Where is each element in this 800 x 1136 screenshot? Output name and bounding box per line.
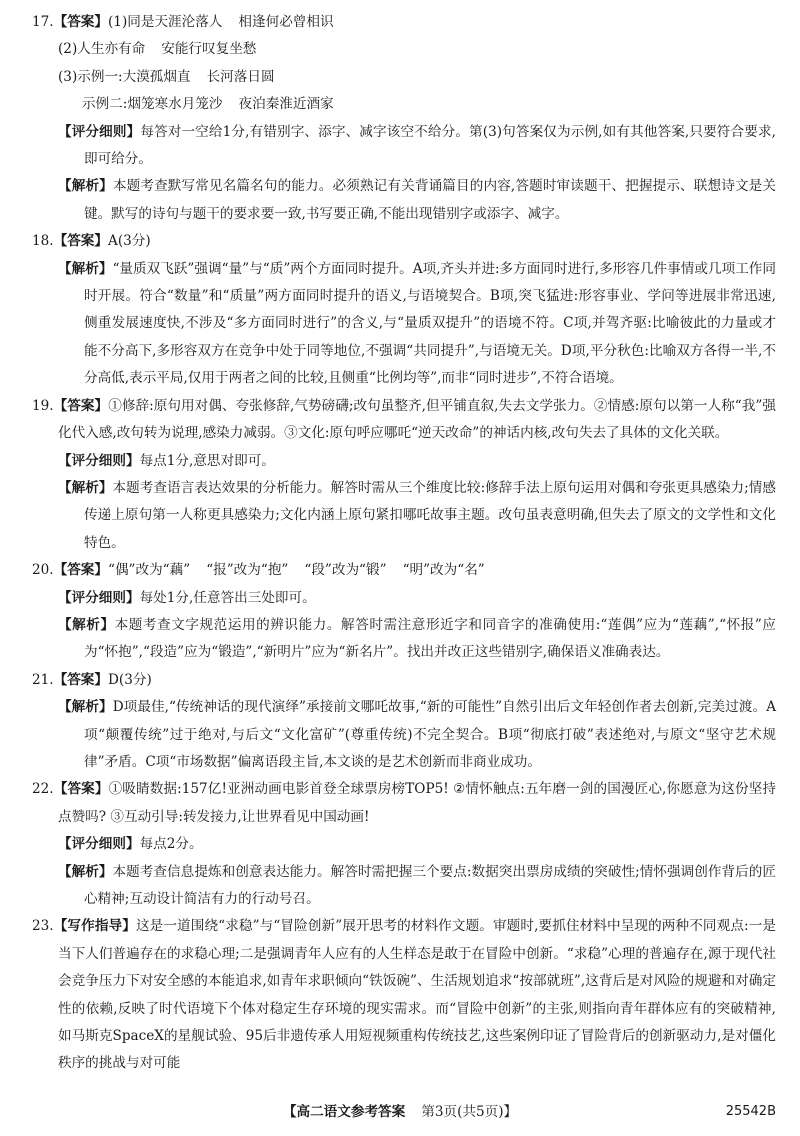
- answer-text: “段”改为“锻”: [304, 562, 387, 579]
- answer-text: “偶”改为“藕”: [108, 562, 191, 579]
- analysis-tag: 【解析】: [58, 178, 113, 195]
- question-number: 18.: [32, 233, 54, 250]
- question-22: [32, 776, 776, 913]
- question-number: 22.: [32, 781, 54, 798]
- analysis-text: “量质双飞跃”强调“量”与“质”两个方面同时提升。A项,齐头并进:多方面同时进行,多形容几件事情或几项工作同时开展。符合“数量”和“质量”两方面同时提升的语义,与语境契合。B项,突飞猛进:形容事业、学问等进展非常迅速,侧重发展速度快,不涉及“多方面同时进行”的含义,与“量质双提升”的语境不符。C项,并驾齐驱:比喻彼此的力量或才能不分高下,多形容双方在竞争中处于同等地位,不强调“共同提升”,与语境无关。D项,平分秋色:比喻双方各得一半,不分高低,表示平局,仅用于两者之间的比较,且侧重“比例均等”,而非“同时进步”,不符合语境。: [84, 260, 777, 387]
- answer-text: (1)同是天涯沦落人: [108, 14, 223, 30]
- answer-text: “报”改为“抱”: [206, 562, 289, 579]
- analysis-text: 本题考查信息提炼和创意表达能力。解答时需把握三个要点:数据突出票房成绩的突破性;情怀强调创作背后的匠心精神;互动设计简洁有力的行动号召。: [84, 863, 777, 907]
- answer-document: [32, 9, 776, 1078]
- q20-scoring: [32, 585, 776, 612]
- answer-text: A(3分): [108, 233, 151, 250]
- question-23: [32, 913, 776, 1077]
- scoring-tag: 【评分细则】: [58, 589, 140, 606]
- q20-analysis: [32, 612, 776, 667]
- question-21: [32, 667, 776, 777]
- scoring-tag: 【评分细则】: [58, 452, 140, 469]
- answer-text: “明”改为“名”: [402, 562, 485, 579]
- question-number: 23.: [32, 918, 54, 935]
- footer-title: [0, 1100, 800, 1124]
- analysis-text: 本题考查默写常见名篇名句的能力。必须熟记有关背诵篇目的内容,答题时审读题干、把握提示、联想诗文是关键。默写的诗句与题干的要求要一致,书写要正确,不能出现错别字或添字、减字。: [84, 178, 776, 222]
- answer-text: 安能行叹复坐愁: [161, 41, 257, 58]
- answer-text: 长河落日圆: [206, 68, 275, 85]
- answer-text: 相逢何必曾相识: [238, 14, 334, 30]
- page-number: 第3页(共5页)】: [421, 1104, 518, 1120]
- q22-scoring: [32, 831, 776, 858]
- q20-answer: [32, 557, 776, 584]
- q22-answer: [32, 776, 776, 831]
- analysis-tag: 【解析】: [58, 479, 113, 496]
- page-footer: [0, 1100, 800, 1124]
- scoring-tag: 【评分细则】: [58, 836, 140, 853]
- q21-analysis: [32, 694, 776, 776]
- answer-text: 夜泊秦淮近酒家: [238, 96, 334, 113]
- q17-answer-line2: [32, 36, 776, 63]
- q23-writing-guide: [32, 913, 776, 1077]
- scoring-text: 每点2分。: [139, 836, 203, 853]
- answer-tag: 【答案】: [53, 233, 108, 250]
- analysis-tag: 【解析】: [58, 260, 113, 277]
- q18-analysis: [32, 256, 776, 393]
- answer-tag: 【答案】: [53, 562, 108, 579]
- question-number: 20.: [32, 562, 54, 579]
- q21-answer: [32, 667, 776, 694]
- question-17: [32, 9, 776, 228]
- analysis-text: 本题考查文字规范运用的辨识能力。解答时需注意形近字和同音字的准确使用:“莲偶”应为“莲藕”,“怀报”应为“怀抱”,“段造”应为“锻造”,“新明片”应为“新名片”。找出并改正这些错别字,确保语义准确表达。: [84, 616, 776, 661]
- question-number: 17.: [32, 14, 54, 30]
- answer-tag: 【答案】: [53, 14, 108, 30]
- answer-tag: 【答案】: [53, 397, 109, 414]
- q18-answer: [32, 228, 776, 255]
- scoring-text: 每点1分,意思对即可。: [139, 452, 275, 469]
- q22-analysis: [32, 859, 776, 914]
- answer-text: ①吸睛数据:157亿!亚洲动画电影首登全球票房榜TOP5! ②情怀触点:五年磨一剑的国漫匠心,你愿意为这份坚持点赞吗? ③互动引导:转发接力,让世界看见中国动画!: [58, 781, 777, 825]
- question-20: [32, 557, 776, 667]
- q17-analysis: [32, 173, 776, 228]
- answer-tag: 【答案】: [53, 671, 108, 688]
- scoring-tag: 【评分细则】: [58, 123, 141, 140]
- q17-answer-line4: [32, 91, 776, 118]
- writing-guide-text: 这是一道围绕“求稳”与“冒险创新”展开思考的材料作文题。审题时,要抓住材料中呈现的两种不同观点:一是当下人们普遍存在的求稳心理;二是强调青年人应有的人生样态是敢于在冒险中创新。“求稳”心理的普遍存在,源于现代社会竞争压力下对安全感的本能追求,如青年求职倾向“铁饭碗”、生活规划追求“按部就班”,这背后是对风险的规避和对确定性的依赖,反映了时代语境下个体对稳定生存环境的现实需求。而“冒险中创新”的主张,则指向青年群体应有的突破精神,如马斯克SpaceX的星舰试验、95后非遗传承人用短视频重构传统技艺,这些案例印证了冒险背后的创新驱动力,是对僵化秩序的挑战与对可能: [58, 918, 776, 1072]
- answer-text: 示例二:烟笼寒水月笼沙: [82, 96, 223, 113]
- q19-scoring: [32, 448, 776, 475]
- q17-answer-line3: [32, 64, 776, 91]
- analysis-tag: 【解析】: [58, 699, 113, 716]
- footer-subject: 【高二语文参考答案: [282, 1104, 406, 1120]
- answer-text: ①修辞:原句用对偶、夸张修辞,气势磅礴;改句虽整齐,但平铺直叙,失去文学张力。②情感:原句以第一人称“我”强化代入感,改句转为说理,感染力减弱。③文化:原句呼应哪吒“逆天改命”的神话内核,改句失去了具体的文化关联。: [58, 397, 776, 442]
- question-19: [32, 393, 776, 557]
- answer-text: (3)示例一:大漠孤烟直: [58, 68, 191, 85]
- question-number: 19.: [32, 397, 54, 414]
- analysis-tag: 【解析】: [58, 616, 115, 633]
- question-number: 21.: [32, 671, 54, 688]
- document-code: 25542B: [725, 1104, 776, 1119]
- q19-answer: [32, 393, 776, 448]
- q19-analysis: [32, 475, 776, 557]
- analysis-text: D项最佳,“传统神话的现代演绎”承接前文哪吒故事,“新的可能性”自然引出后文年轻创作者去创新,完美过渡。A项“颠覆传统”过于绝对,与后文“文化富矿”(尊重传统)不完全契合。B项“彻底打破”表述绝对,与原文“坚守艺术规律”矛盾。C项“市场数据”偏离语段主旨,本文谈的是艺术创新而非商业成功。: [84, 699, 777, 770]
- analysis-text: 本题考查语言表达效果的分析能力。解答时需从三个维度比较:修辞手法上原句运用对偶和夸张更具感染力;情感传递上原句第一人称更具感染力;文化内涵上原句紧扣哪吒故事主题。改句虽表意明确,但失去了原文的文学性和文化特色。: [84, 479, 777, 551]
- answer-text: (2)人生亦有命: [58, 41, 146, 58]
- analysis-tag: 【解析】: [58, 863, 113, 880]
- writing-guide-tag: 【写作指导】: [53, 918, 136, 935]
- q17-answer-line1: [32, 9, 776, 36]
- question-18: [32, 228, 776, 392]
- q17-scoring: [32, 119, 776, 174]
- answer-tag: 【答案】: [53, 781, 109, 798]
- scoring-text: 每答对一空给1分,有错别字、添字、减字该空不给分。第(3)句答案仅为示例,如有其他答案,只要符合要求,即可给分。: [84, 123, 777, 168]
- answer-text: D(3分): [108, 671, 152, 688]
- scoring-text: 每处1分,任意答出三处即可。: [139, 589, 316, 606]
